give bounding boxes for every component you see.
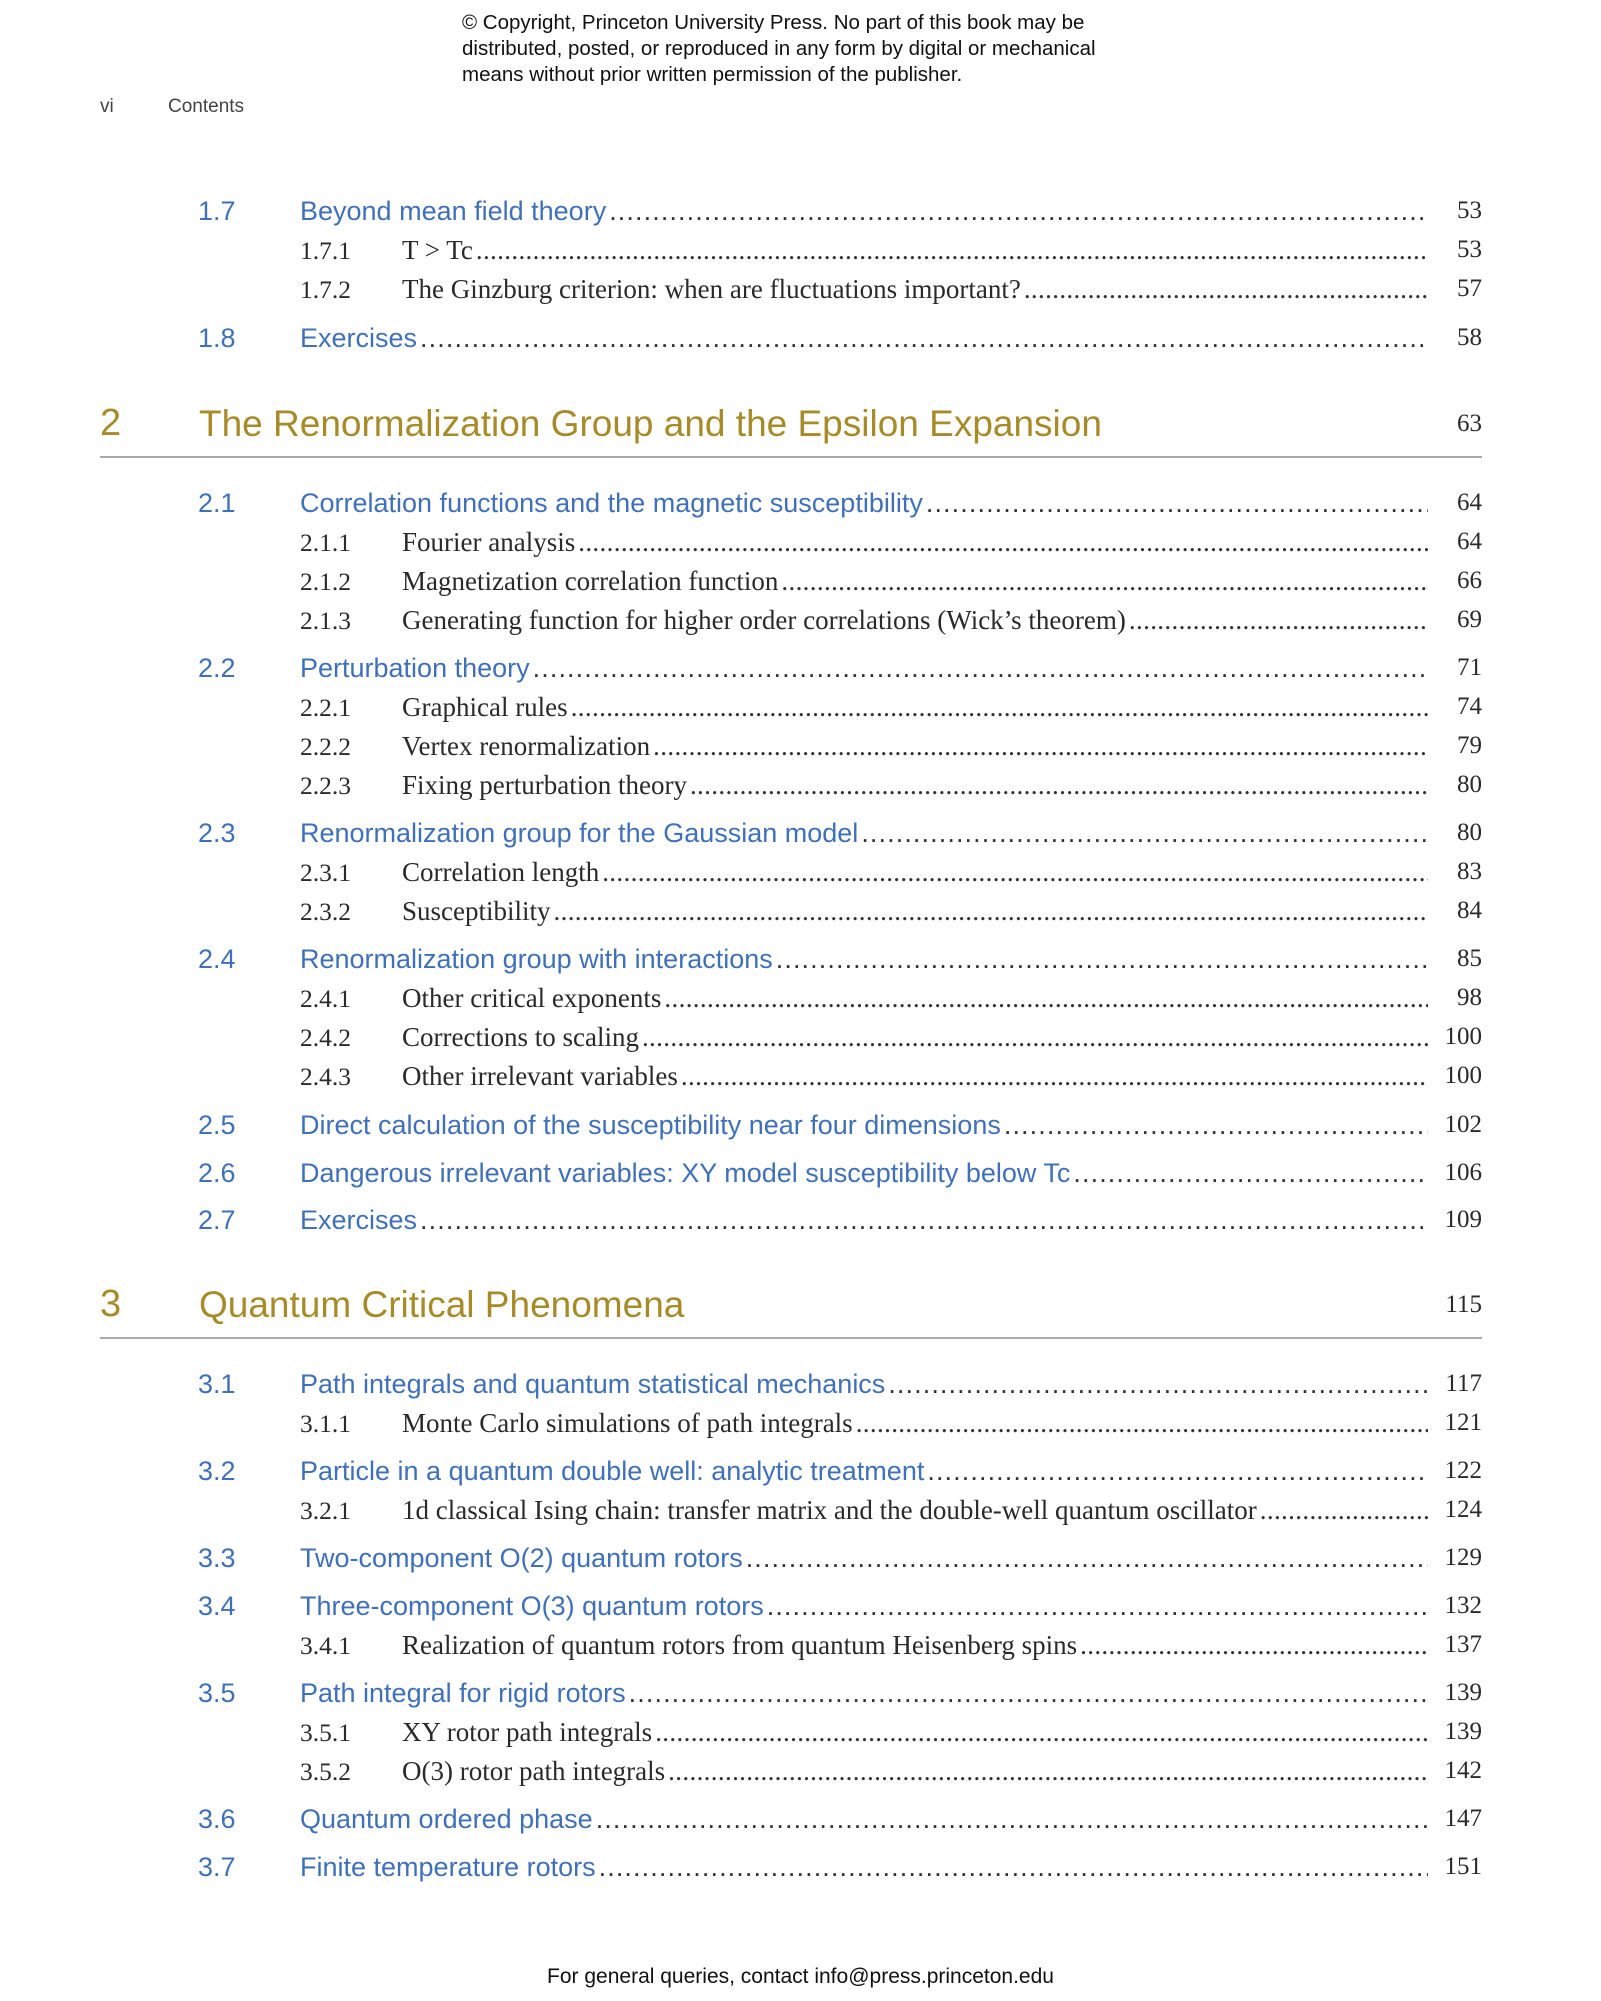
toc-section-number: 2.7 [198,1205,236,1235]
toc-section-title: Dangerous irrelevant variables: XY model susceptibility below Tc [300,1158,1071,1188]
toc-page-number: 137 [1444,1631,1482,1658]
toc-subsection-title: Generating function for higher order correlations (Wick’s theorem) [402,605,1126,635]
dot-leader [629,1678,1428,1709]
toc-page-number: 85 [1457,945,1482,972]
dot-leader [664,983,1428,1014]
toc-section-title: Two-component O(2) quantum rotors [300,1543,743,1573]
toc-subsection-number: 2.4.3 [300,1062,351,1091]
toc-section-number: 2.1 [198,488,236,518]
toc-section-number: 2.6 [198,1158,236,1188]
toc-page-number: 57 [1457,275,1482,302]
toc-subsection-title: Vertex renormalization [402,731,651,761]
toc-subsection-number: 1.7.2 [300,275,351,304]
toc-section-title: Correlation functions and the magnetic susceptibility [300,488,923,518]
toc-subsection-title: Other critical exponents [402,983,662,1013]
toc-subsection-title: Corrections to scaling [402,1022,639,1052]
toc-subsection-number: 3.5.2 [300,1757,351,1786]
dot-leader [1260,1495,1428,1526]
toc-section-title: Finite temperature rotors [300,1852,596,1882]
toc-section-title: Exercises [300,1205,418,1235]
toc-page-number: 66 [1457,567,1482,594]
toc-chapter-number: 3 [100,1283,122,1325]
toc-chapter-number: 2 [100,402,122,444]
toc-page-number: 79 [1457,732,1482,759]
toc-subsection-title: The Ginzburg criterion: when are fluctuations important? [402,274,1021,304]
dot-leader [602,857,1428,888]
chapter-divider [100,456,1482,458]
dot-leader [681,1061,1428,1092]
toc-page-number: 115 [1445,1291,1482,1318]
toc-subsection-title: Graphical rules [402,692,568,722]
dot-leader [599,1852,1428,1883]
toc-page-number: 151 [1444,1853,1482,1880]
toc-page-number: 132 [1444,1592,1482,1619]
toc-section-title: Three-component O(3) quantum rotors [300,1591,764,1621]
toc-page-number: 71 [1457,654,1482,681]
toc-page-number: 83 [1457,858,1482,885]
dot-leader [781,566,1428,597]
dot-leader [653,731,1428,762]
toc-page-number: 53 [1457,236,1482,263]
dot-leader [926,488,1428,519]
toc-subsection-number: 3.4.1 [300,1631,351,1660]
toc-page-number: 129 [1444,1544,1482,1571]
dot-leader [554,896,1429,927]
toc-page-number: 63 [1457,410,1482,437]
toc-page-number: 121 [1444,1409,1482,1436]
toc-subsection-number: 3.2.1 [300,1496,351,1525]
toc-subsection-title: 1d classical Ising chain: transfer matrix and the double-well quantum oscillator [402,1495,1257,1525]
toc-subsection-title: Magnetization correlation function [402,566,779,596]
dot-leader [420,323,1428,354]
dot-leader [420,1205,1428,1236]
toc-section-title: Path integrals and quantum statistical mechanics [300,1369,886,1399]
toc-page-number: 58 [1457,324,1482,351]
toc-section-title: Renormalization group for the Gaussian model [300,818,859,848]
dot-leader [776,944,1428,975]
toc-subsection-number: 2.1.2 [300,567,351,596]
dot-leader [861,818,1428,849]
toc-section-title: Renormalization group with interactions [300,944,773,974]
toc-section-number: 3.6 [198,1804,236,1834]
toc-page-number: 142 [1444,1757,1482,1784]
toc-page-number: 147 [1444,1805,1482,1832]
dot-leader [856,1408,1428,1439]
toc-subsection-number: 2.3.2 [300,897,351,926]
toc-section-title: Perturbation theory [300,653,530,683]
footer-contact: For general queries, contact info@press.princeton.edu [547,1965,1054,1988]
toc-subsection-number: 3.1.1 [300,1409,351,1438]
dot-leader [1073,1158,1428,1189]
toc-page-number: 100 [1444,1023,1482,1050]
toc-page-number: 100 [1444,1062,1482,1089]
toc-section-number: 3.5 [198,1678,236,1708]
copyright-line: distributed, posted, or reproduced in any form by digital or mechanical [462,37,1096,60]
toc-section-number: 2.3 [198,818,236,848]
toc-subsection-title: Realization of quantum rotors from quantum Heisenberg spins [402,1630,1078,1660]
dot-leader [533,653,1428,684]
toc-page-number: 139 [1444,1679,1482,1706]
dot-leader [668,1756,1428,1787]
dot-leader [746,1543,1428,1574]
toc-section-number: 3.3 [198,1543,236,1573]
toc-section-title: Exercises [300,323,418,353]
toc-subsection-number: 2.2.1 [300,693,351,722]
toc-subsection-title: Fixing perturbation theory [402,770,687,800]
toc-section-number: 1.8 [198,323,236,353]
copyright-notice [462,10,1222,88]
dot-leader [767,1591,1428,1622]
toc-subsection-number: 2.4.1 [300,984,351,1013]
toc-page-number: 117 [1445,1370,1482,1397]
toc-subsection-number: 2.1.1 [300,528,351,557]
toc-page-number: 102 [1444,1111,1482,1138]
dot-leader [690,770,1428,801]
toc-page-number: 74 [1457,693,1482,720]
toc-page-number: 64 [1457,528,1482,555]
toc-subsection-title: Monte Carlo simulations of path integrals [402,1408,853,1438]
dot-leader [476,235,1428,266]
running-head-title: Contents [168,96,245,117]
toc-section-title: Direct calculation of the susceptibility near four dimensions [300,1110,1001,1140]
dot-leader [1024,274,1428,305]
dot-leader [927,1456,1428,1487]
dot-leader [578,527,1428,558]
toc-subsection-title: Fourier analysis [402,527,576,557]
toc-section-number: 2.4 [198,944,236,974]
toc-page-number: 80 [1457,771,1482,798]
chapter-divider [100,1337,1482,1339]
dot-leader [596,1804,1428,1835]
toc-subsection-number: 2.2.3 [300,771,351,800]
toc-section-number: 2.5 [198,1110,236,1140]
toc-section-number: 1.7 [198,196,236,226]
toc-page-number: 64 [1457,489,1482,516]
toc-section-title: Beyond mean field theory [300,196,607,226]
toc-subsection-title: Correlation length [402,857,600,887]
toc-page-number: 80 [1457,819,1482,846]
toc-section-title: Particle in a quantum double well: analytic treatment [300,1456,925,1486]
dot-leader [1004,1110,1428,1141]
toc-subsection-title: Other irrelevant variables [402,1061,678,1091]
toc-subsection-number: 2.4.2 [300,1023,351,1052]
dot-leader [1129,605,1428,636]
toc-page-number: 53 [1457,197,1482,224]
toc-page-number: 109 [1444,1206,1482,1233]
toc-subsection-number: 2.3.1 [300,858,351,887]
toc-page-number: 124 [1444,1496,1482,1523]
toc-chapter-title: Quantum Critical Phenomena [199,1284,685,1325]
toc-section-number: 3.2 [198,1456,236,1486]
toc-subsection-number: 2.1.3 [300,606,351,635]
toc-page-number: 84 [1457,897,1482,924]
toc-chapter-title: The Renormalization Group and the Epsilon Expansion [199,403,1102,444]
toc-section-number: 2.2 [198,653,236,683]
toc-subsection-number: 1.7.1 [300,236,351,265]
toc-subsection-title: Susceptibility [402,896,551,926]
toc-section-number: 3.1 [198,1369,236,1399]
copyright-line: © Copyright, Princeton University Press. No part of this book may be [462,11,1085,34]
toc-page-number: 98 [1457,984,1482,1011]
toc-section-title: Quantum ordered phase [300,1804,593,1834]
toc-page-number: 139 [1444,1718,1482,1745]
dot-leader [655,1717,1428,1748]
toc-section-number: 3.7 [198,1852,236,1882]
dot-leader [888,1369,1428,1400]
toc-subsection-number: 3.5.1 [300,1718,351,1747]
toc-subsection-title: XY rotor path integrals [402,1717,653,1747]
toc-subsection-title: T > Tc [402,235,473,265]
toc-subsection-number: 2.2.2 [300,732,351,761]
toc-page-number: 69 [1457,606,1482,633]
toc-page-number: 122 [1444,1457,1482,1484]
dot-leader [571,692,1428,723]
toc-section-number: 3.4 [198,1591,236,1621]
dot-leader [609,196,1428,227]
dot-leader [1080,1630,1428,1661]
running-head-page-number: vi [100,96,114,117]
dot-leader [642,1022,1428,1053]
toc-page-number: 106 [1444,1159,1482,1186]
copyright-line: means without prior written permission of the publisher. [462,63,963,86]
toc-subsection-title: O(3) rotor path integrals [402,1756,666,1786]
toc-section-title: Path integral for rigid rotors [300,1678,626,1708]
